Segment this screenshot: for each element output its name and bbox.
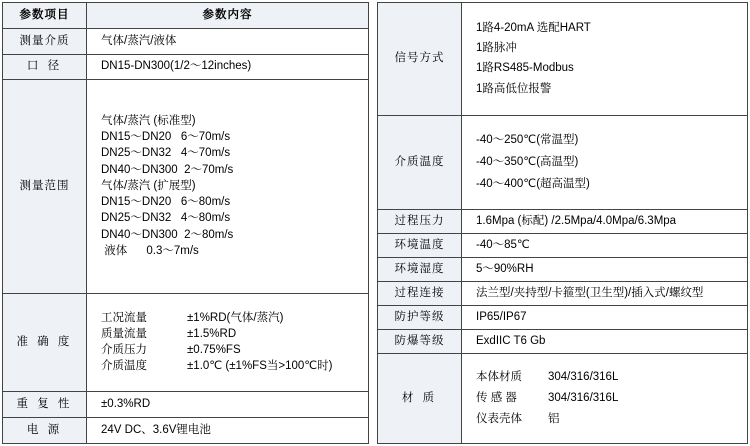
- accuracy-item: [101, 326, 362, 342]
- row-value-power: 24V DC、3.6V锂电池: [87, 418, 369, 444]
- row-value-process-connection: 法兰型/夹持型/卡箍型(卫生型)/插入式/螺纹型: [462, 281, 748, 305]
- right-spec-table: [377, 2, 748, 444]
- table-row: [378, 353, 748, 443]
- table-row: [3, 54, 369, 80]
- row-value-ambient-temp: -40～85℃: [462, 234, 748, 258]
- accuracy-key: 工况流量: [101, 311, 147, 324]
- row-label-diameter: 口 径: [3, 54, 87, 80]
- row-value-medium: 气体/蒸汽/液体: [87, 28, 369, 54]
- signal-line: 1路脉冲: [476, 42, 517, 55]
- signal-line: 1路4-20mA 选配HART: [476, 22, 591, 34]
- left-spec-table: [2, 2, 369, 444]
- accuracy-value: ±1.0℃ (±1%FS当>100℃时): [187, 360, 333, 373]
- row-label-process-connection: 过程连接: [378, 281, 462, 305]
- table-row: [378, 305, 748, 329]
- table-row: [378, 329, 748, 353]
- accuracy-key: 介质压力: [101, 344, 147, 357]
- accuracy-value: ±1%RD(气体/蒸汽): [187, 311, 284, 324]
- table-row: [378, 257, 748, 281]
- row-label-ambient-humidity: 环境湿度: [378, 257, 462, 281]
- table-row: [3, 418, 369, 444]
- range-line: 气体/蒸汽 (扩展型): [101, 179, 196, 192]
- row-label-process-pressure: 过程压力: [378, 210, 462, 234]
- row-label-material: 材 质: [378, 353, 462, 443]
- table-row: [3, 392, 369, 418]
- row-label-accuracy: 准 确 度: [3, 293, 87, 392]
- material-item: [476, 409, 741, 430]
- accuracy-key: 质量流量: [101, 327, 147, 340]
- row-label-protection-class: 防护等级: [378, 305, 462, 329]
- material-item: [476, 367, 741, 388]
- row-value-protection-class: IP65/IP67: [462, 305, 748, 329]
- table-row: [3, 3, 369, 29]
- range-line: 液体 0.3～7m/s: [101, 244, 199, 257]
- material-key: 仪表壳体: [476, 412, 522, 425]
- range-line: DN40～DN300 2～70m/s: [101, 163, 234, 176]
- table-row: [378, 234, 748, 258]
- range-line: 气体/蒸汽 (标准型): [101, 114, 196, 127]
- material-key: 本体材质: [476, 370, 522, 383]
- accuracy-item: [101, 359, 362, 375]
- accuracy-key: 介质温度: [101, 360, 147, 373]
- row-value-medium-temp: [462, 115, 748, 209]
- table-row: [378, 210, 748, 234]
- material-value: 铝: [548, 412, 560, 425]
- table-row: [378, 115, 748, 209]
- medium-temp-line: -40～400℃(超高温型): [476, 178, 590, 191]
- accuracy-item: [101, 310, 362, 326]
- range-line: DN40～DN300 2～80m/s: [101, 228, 234, 241]
- column-header-content: 参数内容: [87, 3, 369, 29]
- row-label-medium: 测量介质: [3, 28, 87, 54]
- accuracy-item: [101, 343, 362, 359]
- row-value-process-pressure: 1.6Mpa (标配) /2.5Mpa/4.0Mpa/6.3Mpa: [462, 210, 748, 234]
- accuracy-value: ±1.5%RD: [187, 327, 237, 340]
- column-header-item: 参数项目: [3, 3, 87, 29]
- material-item: [476, 388, 741, 409]
- range-line: DN15～DN20 6～80m/s: [101, 196, 231, 209]
- table-row: [3, 293, 369, 392]
- row-label-repeatability: 重 复 性: [3, 392, 87, 418]
- medium-temp-line: -40～250℃(常温型): [476, 133, 579, 146]
- row-label-power: 电 源: [3, 418, 87, 444]
- row-label-medium-temp: 介质温度: [378, 115, 462, 209]
- row-value-diameter: DN15-DN300(1/2～12inches): [87, 54, 369, 80]
- table-row: [378, 281, 748, 305]
- material-value: 304/316/316L: [548, 370, 619, 383]
- row-value-material: [462, 353, 748, 443]
- row-value-explosion-class: ExdIIC T6 Gb: [462, 329, 748, 353]
- range-line: DN25～DN32 4～80m/s: [101, 212, 231, 225]
- row-value-ambient-humidity: 5～90%RH: [462, 257, 748, 281]
- row-value-signal: [462, 3, 748, 116]
- material-value: 304/316/316L: [548, 391, 619, 404]
- table-row: [3, 28, 369, 54]
- table-row: [3, 80, 369, 293]
- row-value-range: [87, 80, 369, 293]
- signal-line: 1路RS485-Modbus: [476, 62, 574, 75]
- row-label-explosion-class: 防爆等级: [378, 329, 462, 353]
- row-value-repeatability: ±0.3%RD: [87, 392, 369, 418]
- range-line: DN15～DN20 6～70m/s: [101, 131, 231, 144]
- medium-temp-line: -40～350℃(高温型): [476, 155, 579, 168]
- material-key: 传 感 器: [476, 391, 517, 404]
- range-line: DN25～DN32 4～70m/s: [101, 147, 231, 160]
- row-value-accuracy: [87, 293, 369, 392]
- signal-line: 1路高低位报警: [476, 82, 552, 95]
- row-label-range: 测量范围: [3, 80, 87, 293]
- table-row: [378, 3, 748, 116]
- row-label-ambient-temp: 环境温度: [378, 234, 462, 258]
- accuracy-value: ±0.75%FS: [187, 344, 241, 357]
- row-label-signal: 信号方式: [378, 3, 462, 116]
